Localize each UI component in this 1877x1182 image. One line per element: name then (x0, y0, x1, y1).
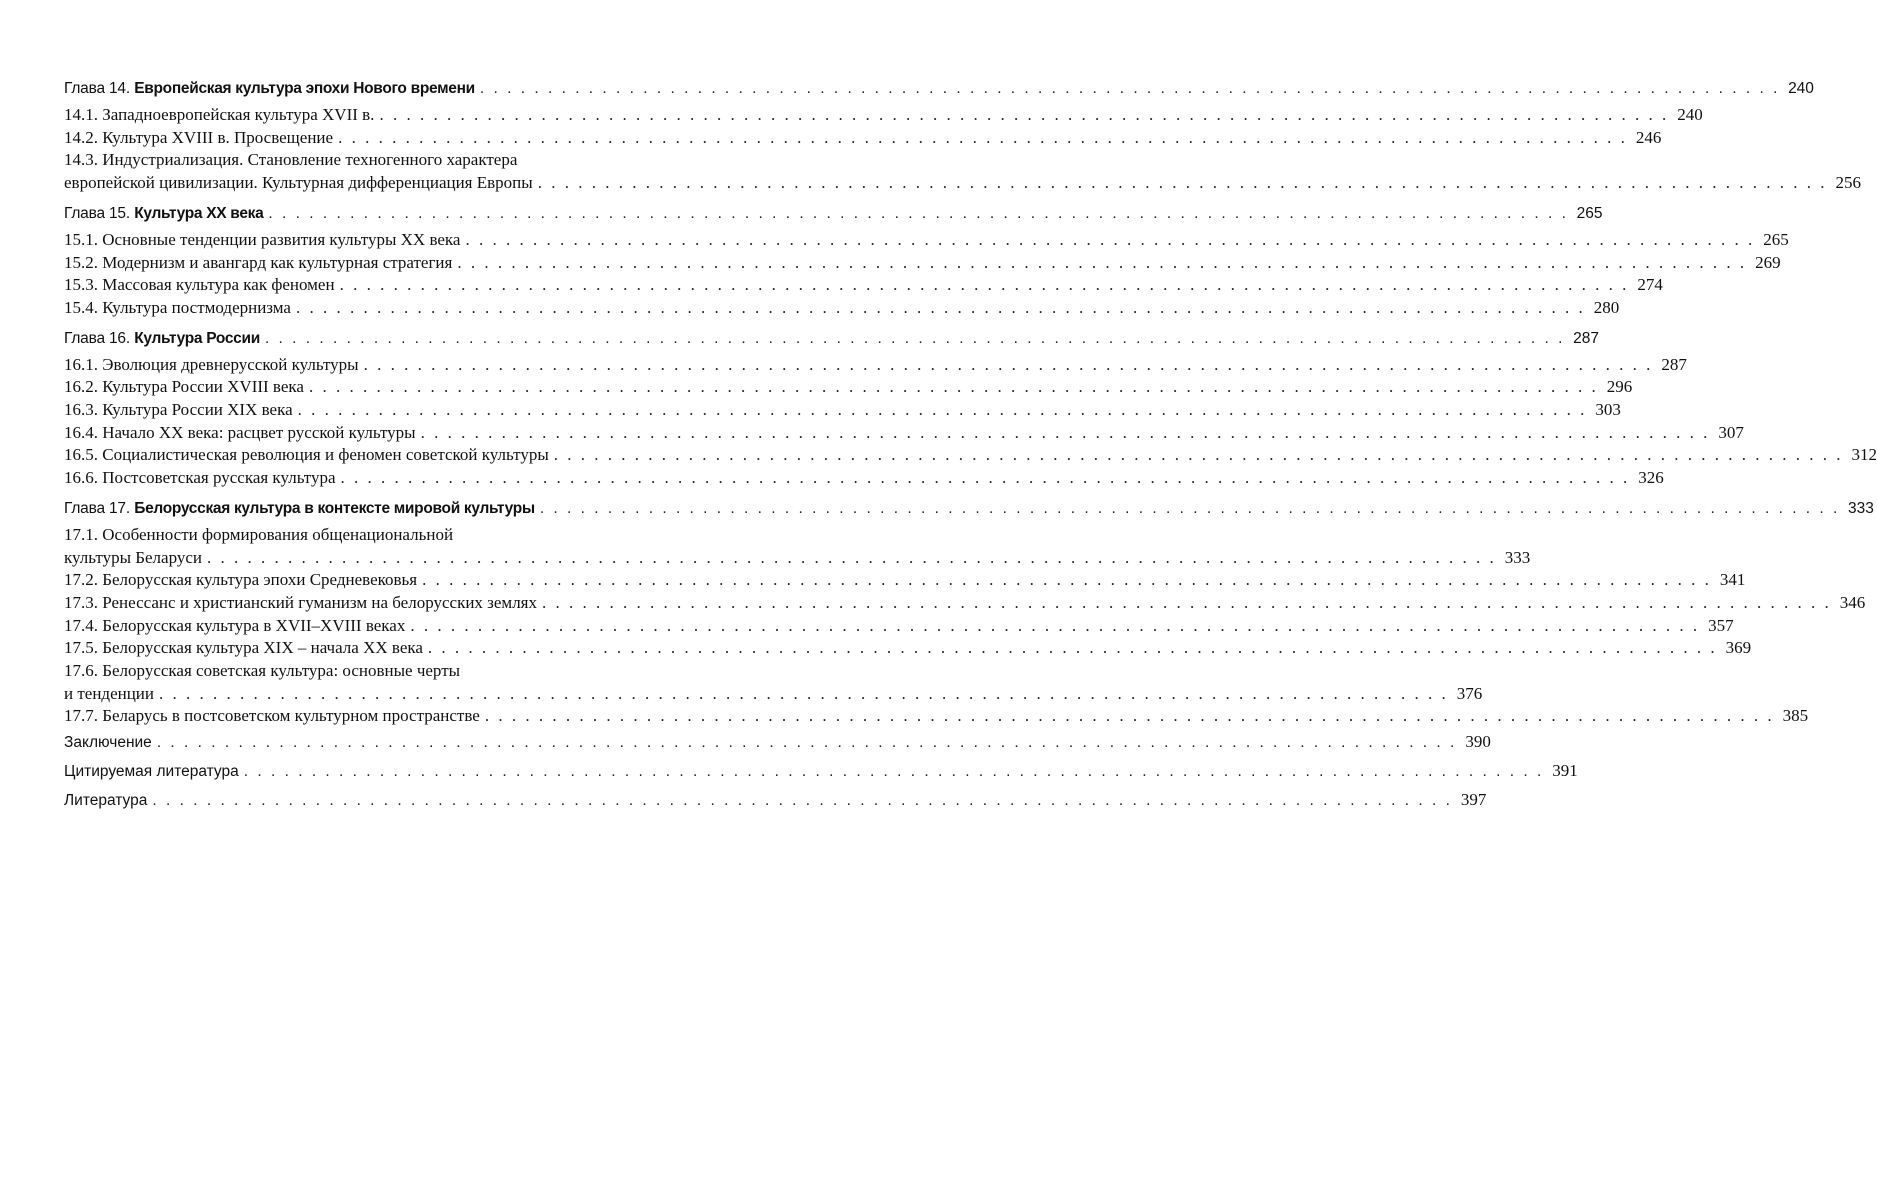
dot-leader: . . . . . . . . . . . . . . . . . . . . . . . . . . . . . . . . . . . . . . . . . . . . . . . . . . . . . . . . . . . . . . . . . . . . . . . . . . . . . . . . . . . . . . . . . . . . . . . . (427, 638, 1718, 658)
section-entry[interactable] (64, 127, 1662, 150)
dot-leader: . . . . . . . . . . . . . . . . . . . . . . . . . . . . . . . . . . . . . . . . . . . . . . . . . . . . . . . . . . . . . . . . . . . . . . . . . . . . . . . . . . . . . . . . . . . . . . . . (539, 499, 1840, 517)
dot-leader: . . . . . . . . . . . . . . . . . . . . . . . . . . . . . . . . . . . . . . . . . . . . . . . . . . . . . . . . . . . . . . . . . . . . . . . . . . . . . . . . . . . . . . . . . . . . . . . . (295, 297, 1586, 317)
page-number: 303 (1595, 400, 1621, 420)
section-entry[interactable] (64, 637, 1752, 660)
section-entry[interactable] (64, 467, 1664, 490)
section-title-line: 14.3. Индустриализация. Становление техногенного характера (64, 150, 518, 170)
section-title: 16.3. Культура России XIX века (64, 400, 293, 420)
dot-leader: . . . . . . . . . . . . . . . . . . . . . . . . . . . . . . . . . . . . . . . . . . . . . . . . . . . . . . . . . . . . . . . . . . . . . . . . . . . . . . . . . . . . . . . . . . . . . . . . (339, 275, 1629, 295)
section-title: культуры Беларуси (64, 547, 202, 567)
page-number: 390 (1465, 732, 1491, 752)
page-number: 397 (1460, 790, 1487, 810)
page-number: 369 (1725, 638, 1752, 658)
page-number: 346 (1839, 592, 1866, 612)
section-title: 15.1. Основные тенденции развития культуры XX века (64, 229, 461, 249)
chapter-entry[interactable] (64, 203, 1603, 225)
section-entry[interactable] (64, 592, 1866, 615)
page-number: 280 (1593, 297, 1620, 317)
page-number: 256 (1835, 173, 1861, 193)
section-title-line: 17.6. Белорусская советская культура: основные черты (64, 661, 461, 681)
section-entry[interactable] (64, 274, 1663, 297)
dot-leader: . . . . . . . . . . . . . . . . . . . . . . . . . . . . . . . . . . . . . . . . . . . . . . . . . . . . . . . . . . . . . . . . . . . . . . . . . . . . . . . . . . . . . . . . . . . . . . . . (207, 547, 1497, 567)
section-title: 17.2. Белорусская культура эпохи Средневековья (64, 570, 418, 590)
dot-leader: . . . . . . . . . . . . . . . . . . . . . . . . . . . . . . . . . . . . . . . . . . . . . . . . . . . . . . . . . . . . . . . . . . . . . . . . . . . . . . . . . . . . . . . . . . . . . . . . (379, 105, 1669, 124)
section-entry[interactable] (64, 615, 1734, 638)
page-number: 312 (1851, 445, 1877, 465)
dot-leader: . . . . . . . . . . . . . . . . . . . . . . . . . . . . . . . . . . . . . . . . . . . . . . . . . . . . . . . . . . . . . . . . . . . . . . . . . . . . . . . . . . . . . . . . . . . . . . . . (410, 615, 1700, 635)
dot-leader: . . . . . . . . . . . . . . . . . . . . . . . . . . . . . . . . . . . . . . . . . . . . . . . . . . . . . . . . . . . . . . . . . . . . . . . . . . . . . . . . . . . . . . . . . . . . . . . . (542, 592, 1832, 612)
section-entry[interactable] (64, 547, 1531, 570)
dot-leader: . . . . . . . . . . . . . . . . . . . . . . . . . . . . . . . . . . . . . . . . . . . . . . . . . . . . . . . . . . . . . . . . . . . . . . . . . . . . . . . . . . . . . . . . . . . . . . . . (537, 173, 1827, 193)
section-entry[interactable] (64, 569, 1746, 592)
section-entry[interactable] (64, 422, 1744, 445)
chapter-title (64, 328, 260, 350)
page-number: 376 (1456, 683, 1483, 703)
chapter-title (64, 498, 535, 520)
section-entry[interactable] (64, 376, 1633, 399)
section-title: 14.2. Культура XVIII в. Просвещение (64, 127, 334, 147)
section-title: 16.5. Социалистическая революция и феномен советской культуры (64, 445, 549, 465)
page-number: 274 (1637, 275, 1663, 295)
section-entry[interactable] (64, 297, 1620, 320)
page-number: 391 (1552, 761, 1578, 781)
section-title: 17.5. Белорусская культура XIX – начала XX века (64, 638, 423, 658)
dot-leader: . . . . . . . . . . . . . . . . . . . . . . . . . . . . . . . . . . . . . . . . . . . . . . . . . . . . . . . . . . . . . . . . . . . . . . . . . . . . . . . . . . . . . . . . . . . . . . . . (553, 445, 1844, 465)
chapter-gap (64, 195, 650, 203)
section-entry[interactable] (64, 444, 1877, 467)
section-title-line: 17.1. Особенности формирования общенациональной (64, 524, 454, 544)
section-title: и тенденции (64, 683, 155, 703)
page-number: 357 (1708, 615, 1734, 635)
section-title: 14.1. Западноевропейская культура XVII в. (64, 105, 375, 124)
page-number: 333 (1847, 499, 1874, 517)
dot-leader: . . . . . . . . . . . . . . . . . . . . . . . . . . . . . . . . . . . . . . . . . . . . . . . . . . . . . . . . . . . . . . . . . . . . . . . . . . . . . . . . . . . . . . . . . . . . . . . . (363, 354, 1653, 374)
page-number: 287 (1661, 354, 1687, 374)
page-number: 326 (1638, 468, 1664, 488)
dot-leader: . . . . . . . . . . . . . . . . . . . . . . . . . . . . . . . . . . . . . . . . . . . . . . . . . . . . . . . . . . . . . . . . . . . . . . . . . . . . . . . . . . . . . . . . . . . . . . . . (297, 400, 1587, 420)
dot-leader: . . . . . . . . . . . . . . . . . . . . . . . . . . . . . . . . . . . . . . . . . . . . . . . . . . . . . . . . . . . . . . . . . . . . . . . . . . . . . . . . . . . . . . . . . . . . . . . . (422, 570, 1712, 590)
section-entry[interactable] (64, 229, 1789, 252)
chapter-entry[interactable] (64, 78, 1814, 100)
dot-leader: . . . . . . . . . . . . . . . . . . . . . . . . . . . . . . . . . . . . . . . . . . . . . . . . . . . . . . . . . . . . . . . . . . . . . . . . . . . . . . . . . . . . . . . . . . . . . . . . (152, 792, 1453, 810)
chapter-name: Европейская культура эпохи Нового времени (134, 80, 475, 97)
section-title: 15.4. Культура постмодернизма (64, 297, 291, 317)
page-number: 307 (1718, 422, 1744, 442)
section-entry[interactable] (64, 252, 1781, 275)
section-entry[interactable] (64, 683, 1483, 706)
chapter-name: Культура России (134, 329, 260, 347)
page-number: 246 (1635, 127, 1662, 147)
page-number: 296 (1606, 377, 1633, 397)
chapter-label: Глава 16. (64, 329, 130, 347)
dot-leader: . . . . . . . . . . . . . . . . . . . . . . . . . . . . . . . . . . . . . . . . . . . . . . . . . . . . . . . . . . . . . . . . . . . . . . . . . . . . . . . . . . . . . . . . . . . . . . . . (484, 706, 1775, 726)
back-matter-entry[interactable] (64, 786, 1487, 815)
section-entry[interactable] (64, 104, 1703, 127)
dot-leader: . . . . . . . . . . . . . . . . . . . . . . . . . . . . . . . . . . . . . . . . . . . . . . . . . . . . . . . . . . . . . . . . . . . . . . . . . . . . . . . . . . . . . . . . . . . . . . . . (243, 763, 1544, 781)
chapter-gap (64, 320, 650, 328)
section-title: 16.2. Культура России XVIII века (64, 377, 304, 397)
page-number: 240 (1788, 80, 1814, 97)
section-title: 17.7. Беларусь в постсоветском культурном пространстве (64, 706, 480, 726)
page-number: 240 (1677, 105, 1703, 124)
page-number: 341 (1719, 570, 1746, 590)
page-number: 333 (1504, 547, 1531, 567)
section-title: 16.6. Постсоветская русская культура (64, 468, 336, 488)
page-number: 265 (1763, 229, 1789, 249)
dot-leader: . . . . . . . . . . . . . . . . . . . . . . . . . . . . . . . . . . . . . . . . . . . . . . . . . . . . . . . . . . . . . . . . . . . . . . . . . . . . . . . . . . . . . . . . . . . . . . . . (420, 422, 1710, 442)
section-entry[interactable] (64, 172, 1861, 195)
chapter-label: Глава 17. (64, 499, 130, 517)
page-number: 385 (1782, 706, 1809, 726)
chapter-title (64, 203, 263, 225)
back-matter-entry[interactable] (64, 757, 1578, 786)
dot-leader: . . . . . . . . . . . . . . . . . . . . . . . . . . . . . . . . . . . . . . . . . . . . . . . . . . . . . . . . . . . . . . . . . . . . . . . . . . . . . . . . . . . . . . . . . . . . . . . . (308, 377, 1599, 397)
chapter-entry[interactable] (64, 328, 1599, 350)
chapter-name: Культура XX века (134, 204, 264, 222)
dot-leader: . . . . . . . . . . . . . . . . . . . . . . . . . . . . . . . . . . . . . . . . . . . . . . . . . . . . . . . . . . . . . . . . . . . . . . . . . . . . . . . . . . . . . . . . . . . . . . . . (159, 683, 1449, 703)
page-number: 265 (1576, 204, 1603, 222)
back-matter-title: Заключение (64, 734, 152, 752)
page-number: 287 (1573, 329, 1599, 347)
back-matter-title: Литература (64, 792, 148, 810)
back-matter-title: Цитируемая литература (64, 763, 239, 781)
section-title: 15.2. Модернизм и авангард как культурная стратегия (64, 252, 453, 272)
chapter-label: Глава 14. (64, 80, 130, 97)
dot-leader: . . . . . . . . . . . . . . . . . . . . . . . . . . . . . . . . . . . . . . . . . . . . . . . . . . . . . . . . . . . . . . . . . . . . . . . . . . . . . . . . . . . . . . . . . . . . . . . . (457, 252, 1747, 272)
section-title: европейской цивилизации. Культурная дифференциация Европы (64, 173, 533, 193)
dot-leader: . . . . . . . . . . . . . . . . . . . . . . . . . . . . . . . . . . . . . . . . . . . . . . . . . . . . . . . . . . . . . . . . . . . . . . . . . . . . . . . . . . . . . . . . . . . . . . . . (268, 204, 1569, 222)
chapter-entry[interactable] (64, 498, 1874, 520)
table-of-contents (64, 78, 1877, 815)
dot-leader: . . . . . . . . . . . . . . . . . . . . . . . . . . . . . . . . . . . . . . . . . . . . . . . . . . . . . . . . . . . . . . . . . . . . . . . . . . . . . . . . . . . . . . . . . . . . . . . . (479, 80, 1780, 97)
section-title: 16.1. Эволюция древнерусской культуры (64, 354, 359, 374)
dot-leader: . . . . . . . . . . . . . . . . . . . . . . . . . . . . . . . . . . . . . . . . . . . . . . . . . . . . . . . . . . . . . . . . . . . . . . . . . . . . . . . . . . . . . . . . . . . . . . . . (465, 229, 1755, 249)
chapter-name: Белорусская культура в контексте мировой культуры (134, 499, 535, 517)
section-entry[interactable] (64, 399, 1621, 422)
page-number: 269 (1755, 252, 1781, 272)
chapter-label: Глава 15. (64, 204, 130, 222)
dot-leader: . . . . . . . . . . . . . . . . . . . . . . . . . . . . . . . . . . . . . . . . . . . . . . . . . . . . . . . . . . . . . . . . . . . . . . . . . . . . . . . . . . . . . . . . . . . . . . . . (156, 734, 1457, 752)
dot-leader: . . . . . . . . . . . . . . . . . . . . . . . . . . . . . . . . . . . . . . . . . . . . . . . . . . . . . . . . . . . . . . . . . . . . . . . . . . . . . . . . . . . . . . . . . . . . . . . . (340, 468, 1630, 488)
section-entry[interactable] (64, 705, 1809, 728)
section-entry[interactable] (64, 354, 1687, 377)
dot-leader: . . . . . . . . . . . . . . . . . . . . . . . . . . . . . . . . . . . . . . . . . . . . . . . . . . . . . . . . . . . . . . . . . . . . . . . . . . . . . . . . . . . . . . . . . . . . . . . . (264, 329, 1565, 347)
section-title: 17.3. Ренессанс и христианский гуманизм на белорусских землях (64, 592, 537, 612)
back-matter-entry[interactable] (64, 728, 1491, 757)
chapter-title (64, 78, 475, 100)
section-title: 15.3. Массовая культура как феномен (64, 275, 335, 295)
chapter-gap (64, 490, 650, 498)
section-title: 16.4. Начало XX века: расцвет русской культуры (64, 422, 416, 442)
dot-leader: . . . . . . . . . . . . . . . . . . . . . . . . . . . . . . . . . . . . . . . . . . . . . . . . . . . . . . . . . . . . . . . . . . . . . . . . . . . . . . . . . . . . . . . . . . . . . . . . (338, 127, 1628, 147)
section-title: 17.4. Белорусская культура в XVII–XVIII веках (64, 615, 406, 635)
